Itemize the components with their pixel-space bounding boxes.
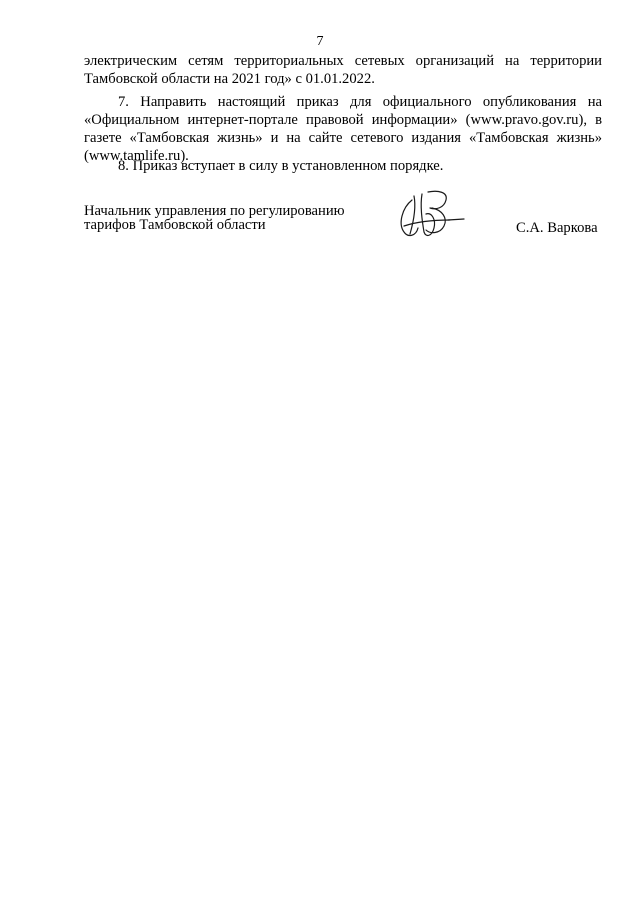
paragraph-7-line-3: газете «Тамбовская жизнь» и на сайте сетевого издания «Тамбовская жизнь» [84,130,602,146]
signatory-name: С.А. Варкова [516,220,598,236]
signatory-position-line-2: тарифов Тамбовской области [84,217,266,233]
signatory-position-line-1: Начальник управления по регулированию [84,203,345,219]
paragraph-6-line-2: Тамбовской области на 2021 год» с 01.01.2022. [84,71,375,87]
page-number: 7 [316,34,324,49]
paragraph-7-line-1: 7. Направить настоящий приказ для официального опубликования на [118,94,602,110]
paragraph-8-line-1: 8. Приказ вступает в силу в установленном порядке. [118,158,444,174]
paragraph-6-line-1: электрическим сетям территориальных сетевых организаций на территории [84,53,602,69]
paragraph-7-line-2: «Официальном интернет-портале правовой информации» (www.pravo.gov.ru), в [84,112,602,128]
paragraph-7-line-4: (www.tamlife.ru). [84,148,189,164]
handwritten-signature [392,186,472,244]
